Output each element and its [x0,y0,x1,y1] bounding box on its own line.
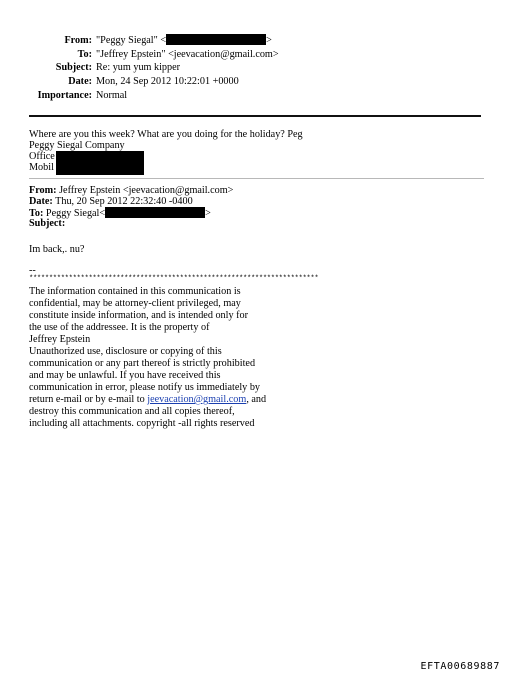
disclaimer-line: Unauthorized use, disclosure or copying of this [29,346,222,357]
quoted-subject-label: Subject: [29,218,66,229]
header-subject-label: Subject: [55,62,92,73]
disclaimer-line: destroy this communication and all copies thereof, [29,406,235,417]
signature-dashes: -- [29,265,36,276]
redaction-block [56,151,144,175]
disclaimer-line: including all attachments. copyright -all rights reserved [29,418,255,429]
quoted-date-value: Thu, 20 Sep 2012 22:32:40 -0400 [55,196,193,207]
header-to-value: "Jeffrey Epstein" <jeevacation@gmail.com> [96,49,279,60]
header-from-value [96,34,272,47]
disclaimer-line-email [29,394,266,406]
reply-line-mobile [29,162,54,174]
quoted-from-label: From: [29,185,57,196]
office-label: Office [29,151,55,162]
reply-line-office [29,151,55,163]
header-date-value: Mon, 24 Sep 2012 10:22:01 +0000 [96,76,239,87]
quoted-subject-row [29,218,65,230]
disclaimer-email-link[interactable]: jeevacation@gmail.com [147,394,247,405]
header-from-label: From: [64,35,92,46]
redaction-block [166,34,266,45]
quote-divider [29,178,484,179]
header-date-label: Date: [68,76,92,87]
quoted-date-row [29,196,193,208]
disclaimer-line: communication in error, please notify us immediately by [29,382,261,393]
disclaimer-line: Jeffrey Epstein [29,334,91,345]
header-to-label: To: [77,49,92,60]
header-importance-value: Normal [96,90,128,101]
reply-line-company: Peggy Siegal Company [29,140,125,151]
quoted-to-label: To: [29,208,44,219]
disclaimer-line: the use of the addressee. It is the property of [29,322,210,333]
quoted-from-value: Jeffrey Epstein <jeevacation@gmail.com> [59,185,234,196]
disclaimer-email-suffix: , and [246,394,267,405]
redaction-block [105,207,205,218]
header-subject-value: Re: yum yum kipper [96,62,181,73]
reply-line-question: Where are you this week? What are you doing for the holiday? Peg [29,129,303,140]
quoted-to-value: Peggy Siegal< [45,208,106,219]
disclaimer-line: and may be unlawful. If you have received this [29,370,221,381]
quoted-body: Im back,. nu? [29,244,85,255]
quoted-date-label: Date: [29,196,53,207]
quoted-from-row [29,185,233,197]
signature-stars: ************************************************************************* [29,275,319,283]
disclaimer-line: communication or any part thereof is strictly prohibited [29,358,256,369]
header-from-name: "Peggy Siegal" < [96,35,167,46]
disclaimer-line: constitute inside information, and is intended only for [29,310,248,321]
header-from-tail: > [266,35,272,46]
disclaimer-line: confidential, may be attorney-client privileged, may [29,298,241,309]
disclaimer-line: The information contained in this communication is [29,286,241,297]
mobile-label: Mobil [29,162,54,173]
header-divider [29,115,481,117]
disclaimer-email-prefix: return e-mail or by e-mail to [29,394,148,405]
quoted-to-tail: > [205,208,211,219]
header-importance-label: Importance: [37,90,92,101]
document-id: EFTA00689887 [420,661,500,672]
